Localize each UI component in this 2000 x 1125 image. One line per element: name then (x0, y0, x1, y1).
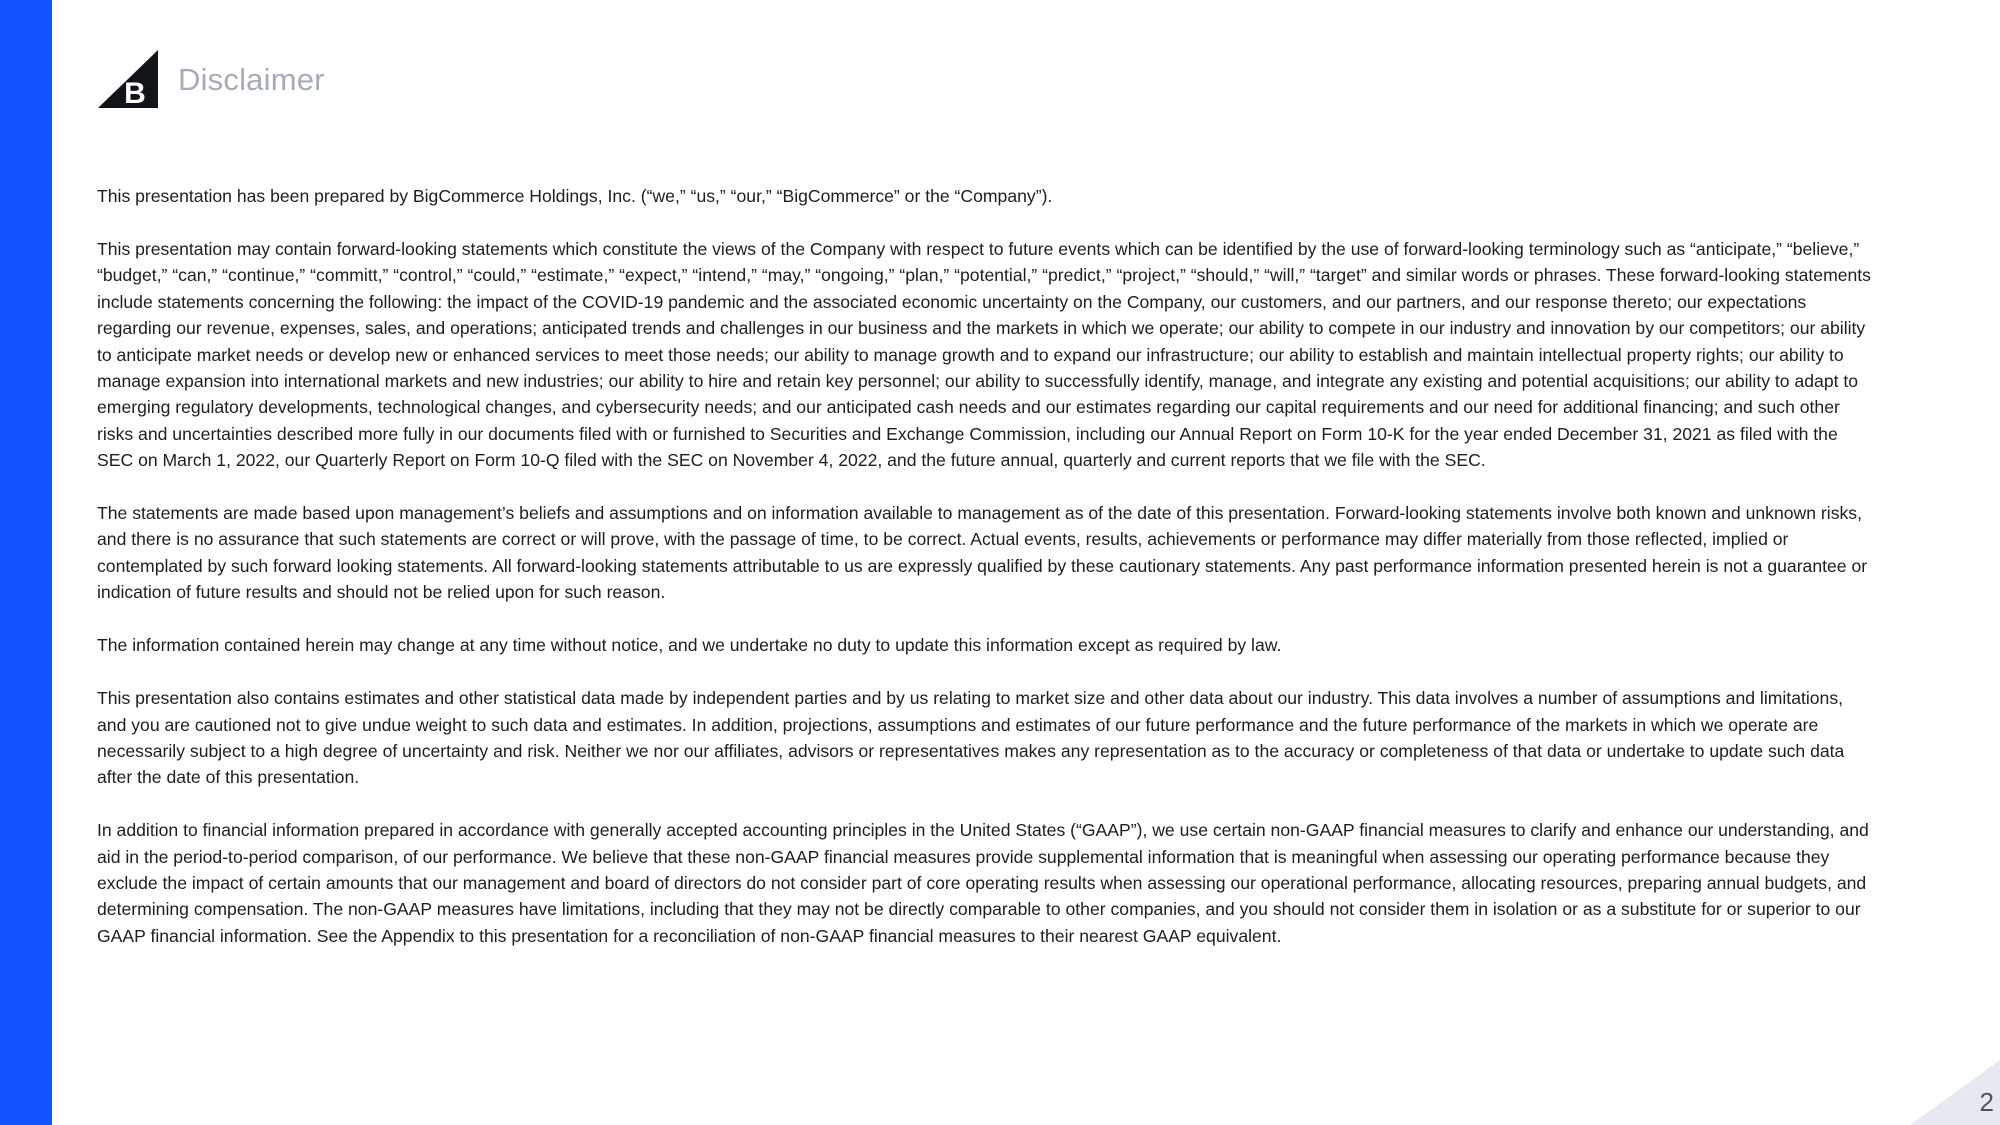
paragraph-non-gaap: In addition to financial information prepared in accordance with generally accepted accounting principles in the United States (“GAAP”), we use certain non-GAAP financial measures to clarify and enhance our understanding, and aid in the period-to-period comparison, of our performance. We believe that these non-GAAP financial measures provide supplemental information that is meaningful when assessing our operating performance because they exclude the impact of certain amounts that our management and board of directors do not consider part of core operating results when assessing our operational performance, allocating resources, preparing annual budgets, and determining compensation. The non-GAAP measures have limitations, including that they may not be directly comparable to other companies, and you should not consider them in isolation or as a substitute for or superior to our GAAP financial information. See the Appendix to this presentation for a reconciliation of non-GAAP financial measures to their nearest GAAP equivalent. (97, 820, 1869, 946)
paragraph-statistical-data: This presentation also contains estimates and other statistical data made by independent parties and by us relating to market size and other data about our industry. This data involves a number of assumptions and limitations, and you are cautioned not to give undue weight to such data and estimates. In addition, projections, assumptions and estimates of our future performance and the future performance of the markets in which we operate are necessarily subject to a high degree of uncertainty and risk. Neither we nor our affiliates, advisors or representatives makes any representation as to the accuracy or completeness of that data or undertake to update such data after the date of this presentation. (97, 688, 1845, 788)
accent-side-bar (0, 0, 52, 1125)
paragraph-intro: This presentation has been prepared by BigCommerce Holdings, Inc. (“we,” “us,” “our,” “BigCommerce” or the “Company”). (97, 186, 1053, 206)
page-number: 2 (1979, 1087, 1994, 1117)
paragraph-assumptions: The statements are made based upon management’s beliefs and assumptions and on information available to management as of the date of this presentation. Forward-looking statements involve both known and unknown risks, and there is no assurance that such statements are correct or will prove, with the passage of time, to be correct. Actual events, results, achievements or performance may differ materially from those reflected, implied or contemplated by such forward looking statements. All forward-looking statements attributable to us are expressly qualified by these cautionary statements. Any past performance information presented herein is not a guarantee or indication of future results and should not be relied upon for such reason. (97, 503, 1868, 603)
disclaimer-body (97, 183, 1877, 976)
paragraph-change-notice: The information contained herein may change at any time without notice, and we undertake no duty to update this information except as required by law. (97, 635, 1282, 656)
bigcommerce-b-logo-icon (98, 50, 158, 108)
paragraph-forward-looking: This presentation may contain forward-looking statements which constitute the views of the Company with respect to future events which can be identified by the use of forward-looking terminology such as “anticipate,” “believe,” “budget,” “can,” “continue,” “committ,” “control,” “could,” “estimate,” “expect,” “intend,” “may,” “ongoing,” “plan,” “potential,” “predict,” “project,” “should,” “will,” “target” and similar words or phrases. These forward-looking statements include statements concerning the following: the impact of the COVID-19 pandemic and the associated economic uncertainty on the Company, our customers, and our partners, and our response thereto; our expectations regarding our revenue, expenses, sales, and operations; anticipated trends and challenges in our business and the markets in which we operate; our ability to compete in our industry and innovation by our competitors; our ability to anticipate market needs or develop new or enhanced services to meet those needs; our ability to manage growth and to expand our infrastructure; our ability to establish and maintain intellectual property rights; our ability to manage expansion into international markets and new industries; our ability to hire and retain key personnel; our ability to successfully identify, manage, and integrate any existing and potential acquisitions; our ability to adapt to emerging regulatory developments, technological changes, and cybersecurity needs; and our anticipated cash needs and our estimates regarding our capital requirements and our need for additional financing; and such other risks and uncertainties described more fully in our documents filed with or furnished to Securities and Exchange Commission, including our Annual Report on Form 10-K for the year ended December 31, 2021 as filed with the SEC on March 1, 2022, our Quarterly Report on Form 10-Q filed with the SEC on November 4, 2022, and the future annual, quarterly and current reports that we file with the SEC. (97, 238, 1871, 471)
svg-text:B: B (124, 77, 146, 108)
page-title: Disclaimer (178, 62, 325, 97)
